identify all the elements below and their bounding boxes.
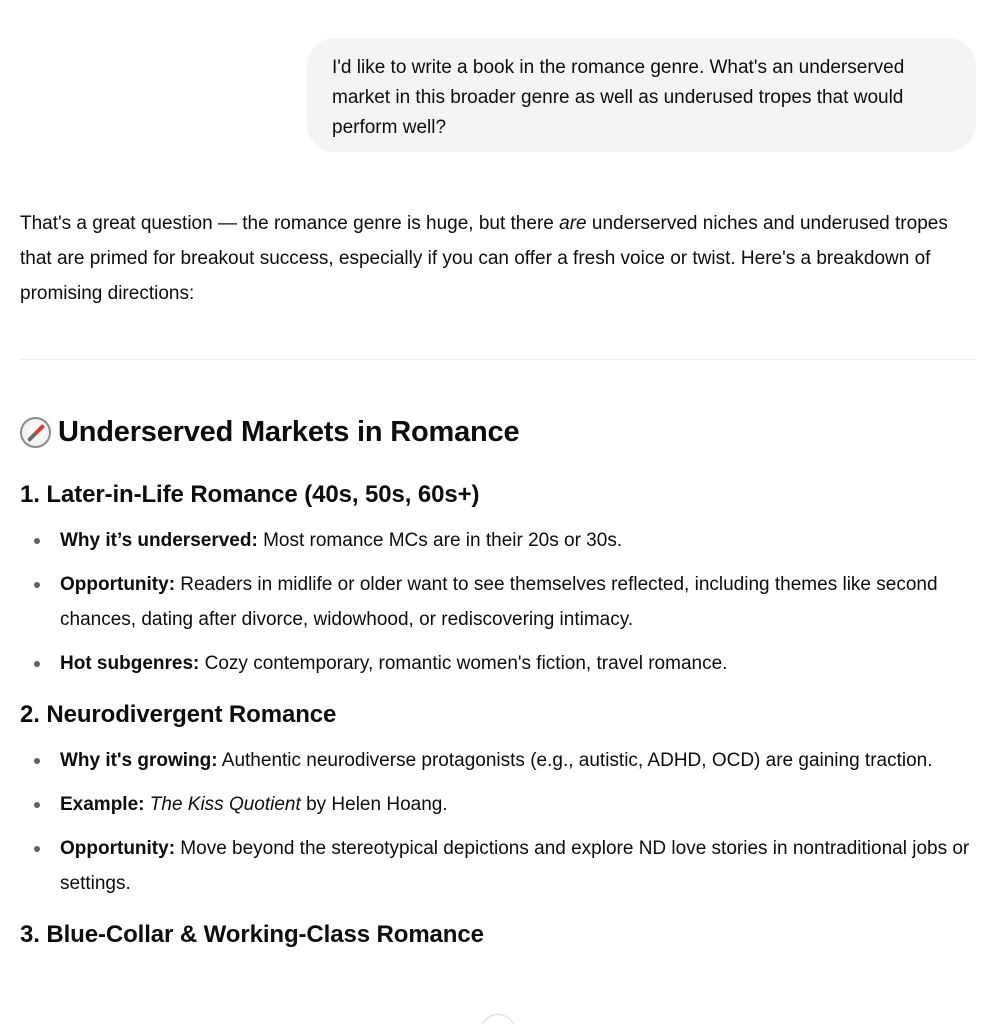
- list-item: [20, 743, 978, 778]
- bullet-text: Cozy contemporary, romantic women's fiction, travel romance.: [199, 653, 728, 674]
- assistant-response: [20, 206, 978, 952]
- intro-emphasis: are: [559, 213, 587, 234]
- bullet-label: Hot subgenres:: [60, 653, 200, 674]
- section-title: Underserved Markets in Romance: [58, 416, 520, 448]
- market-1-list: [20, 523, 978, 681]
- user-message-bubble: [307, 38, 976, 152]
- bullet-text: Authentic neurodiverse protagonists (e.g., autistic, ADHD, OCD) are gaining traction.: [217, 750, 933, 771]
- book-title: The Kiss Quotient: [149, 794, 301, 815]
- intro-part2: underserved niches and underused tropes that are primed for breakout success, especially if you can offer a fresh voice or twist. Here's a breakdown of promising directions:: [20, 213, 948, 304]
- intro-part1: That's a great question — the romance genre is huge, but there: [20, 213, 560, 234]
- list-item: [20, 523, 978, 558]
- market-heading-1: 1. Later-in-Life Romance (40s, 50s, 60s+): [20, 481, 480, 508]
- market-heading-3: 3. Blue-Collar & Working-Class Romance: [20, 921, 484, 948]
- bullet-label: Why it's growing:: [60, 750, 218, 771]
- section-divider: [20, 359, 976, 360]
- market-2-list: [20, 743, 978, 901]
- section-heading: [20, 412, 978, 452]
- user-message-text: I'd like to write a book in the romance genre. What's an underserved market in this broader genre as well as underused tropes that would perform well?: [332, 57, 905, 138]
- scroll-to-bottom-button[interactable]: [480, 1014, 516, 1024]
- market-heading-2: 2. Neurodivergent Romance: [20, 701, 337, 728]
- intro-paragraph: [20, 206, 978, 311]
- bullet-label: Opportunity:: [60, 574, 176, 595]
- list-item: [20, 787, 978, 822]
- bullet-text: Most romance MCs are in their 20s or 30s.: [257, 530, 623, 551]
- list-item: [20, 567, 978, 637]
- list-item: [20, 831, 978, 901]
- bullet-text: Move beyond the stereotypical depictions and explore ND love stories in nontraditional jobs or settings.: [60, 838, 970, 894]
- compass-icon: [20, 417, 51, 448]
- bullet-text: Readers in midlife or older want to see themselves reflected, including themes like second chances, dating after divorce, widowhood, or rediscovering intimacy.: [60, 574, 938, 630]
- bullet-label: Opportunity:: [60, 838, 176, 859]
- bullet-label: Why it’s underserved:: [60, 530, 258, 551]
- bullet-label: Example:: [60, 794, 145, 815]
- bullet-text: by Helen Hoang.: [300, 794, 448, 815]
- list-item: [20, 646, 978, 681]
